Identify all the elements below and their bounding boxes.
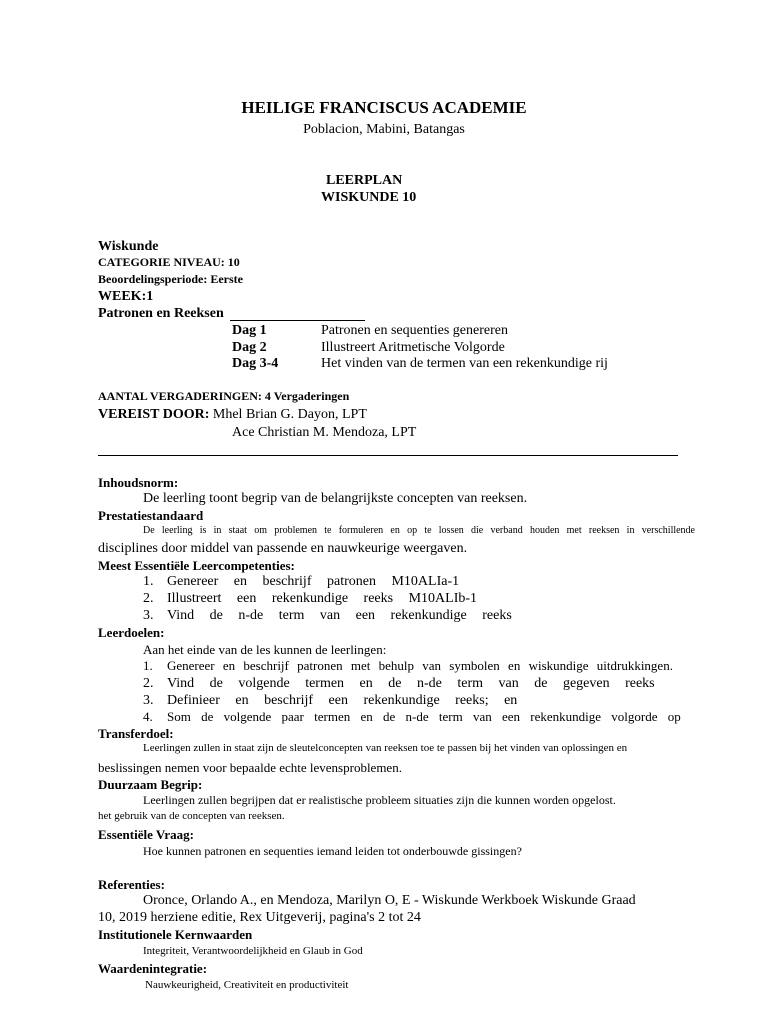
question-text: Hoe kunnen patronen en sequenties iemand leiden tot onderbouwde gissingen?: [143, 844, 522, 858]
objective-item: 2. Vind de volgende termen en de n-de term van de gegeven reeks: [143, 676, 655, 691]
content-standard-text: De leerling toont begrip van de belangrijkste concepten van reeksen.: [143, 491, 528, 506]
day-text: Patronen en sequenties genereren: [321, 323, 508, 338]
competency-item: 1. Genereer en beschrijf patronen M10ALIa-1: [143, 574, 460, 589]
core-values-text: Integriteit, Verantwoordelijkheid en Glaub in God: [143, 945, 363, 957]
doc-type: LEERPLAN: [326, 173, 403, 188]
objective-item: 4. Som de volgende paar termen en de n-de term van een rekenkundige volgorde op: [143, 709, 681, 724]
transfer-text: Leerlingen zullen in staat zijn de sleutelconcepten van reeksen toe te passen bij het vinden van oplossingen en: [143, 742, 628, 754]
day-text: Illustreert Aritmetische Volgorde: [321, 340, 505, 355]
content-standard-heading: Inhoudsnorm:: [98, 475, 179, 490]
objectives-heading: Leerdoelen:: [98, 625, 165, 640]
teacher-name: Mhel Brian G. Dayon, LPT: [212, 407, 367, 422]
references-text: Oronce, Orlando A., en Mendoza, Marilyn O, E - Wiskunde Werkboek Wiskunde Graad: [143, 893, 636, 908]
required-by-label: VEREIST DOOR:: [98, 407, 210, 422]
value-integration-text: Nauwkeurigheid, Creativiteit en productiviteit: [145, 979, 349, 991]
value-integration-heading: Waardenintegratie:: [98, 961, 208, 976]
performance-standard-text: De leerling is in staat om problemen te formuleren en op te lossen die verband houden met reeksen in verschillende: [143, 525, 695, 536]
understanding-text: Leerlingen zullen begrijpen dat er realistische probleem situaties zijn die kunnen worden opgelost.: [143, 793, 616, 807]
meetings-count: AANTAL VERGADERINGEN: 4 Vergaderingen: [98, 389, 350, 403]
objective-item: 1. Genereer en beschrijf patronen met behulp van symbolen en wiskundige uitdrukkingen.: [143, 658, 673, 673]
references-heading: Referenties:: [98, 877, 165, 892]
day-label: Dag 3-4: [232, 356, 279, 371]
references-text: 10, 2019 herziene editie, Rex Uitgeverij, pagina's 2 tot 24: [98, 910, 421, 925]
understanding-text: het gebruik van de concepten van reeksen.: [98, 810, 285, 822]
day-label: Dag 1: [232, 323, 267, 338]
required-by: [98, 408, 367, 422]
subject-label: Wiskunde: [98, 239, 159, 254]
performance-standard-heading: Prestatiestandaard: [98, 508, 204, 523]
objective-item: 3. Definieer en beschrijf een rekenkundige reeks; en: [143, 693, 518, 708]
subject-title: WISKUNDE 10: [321, 190, 417, 205]
day-text: Het vinden van de termen van een rekenkundige rij: [321, 356, 608, 371]
question-heading: Essentiële Vraag:: [98, 827, 194, 842]
teacher-name: Ace Christian M. Mendoza, LPT: [232, 425, 417, 440]
school-address: Poblacion, Mabini, Batangas: [303, 122, 465, 137]
week-label: WEEK:1: [98, 289, 154, 304]
transfer-text: beslissingen nemen voor bepaalde echte levensproblemen.: [98, 760, 402, 775]
category-level: CATEGORIE NIVEAU: 10: [98, 255, 240, 269]
objectives-intro: Aan het einde van de les kunnen de leerlingen:: [143, 642, 387, 657]
core-values-heading: Institutionele Kernwaarden: [98, 927, 253, 942]
competency-item: 2. Illustreert een rekenkundige reeks M10ALIb-1: [143, 591, 478, 606]
topic-underline: [230, 320, 365, 321]
transfer-heading: Transferdoel:: [98, 726, 174, 741]
competency-item: 3. Vind de n-de term van een rekenkundige reeks: [143, 608, 512, 623]
topic-label: Patronen en Reeksen: [98, 306, 224, 321]
assessment-period: Beoordelingsperiode: Eerste: [98, 272, 243, 286]
performance-standard-text: disciplines door middel van passende en nauwkeurige weergaven.: [98, 541, 468, 556]
competencies-heading: Meest Essentiële Leercompetenties:: [98, 558, 295, 573]
school-name: HEILIGE FRANCISCUS ACADEMIE: [241, 98, 527, 117]
understanding-heading: Duurzaam Begrip:: [98, 777, 203, 792]
section-divider: [98, 455, 678, 456]
day-label: Dag 2: [232, 340, 267, 355]
